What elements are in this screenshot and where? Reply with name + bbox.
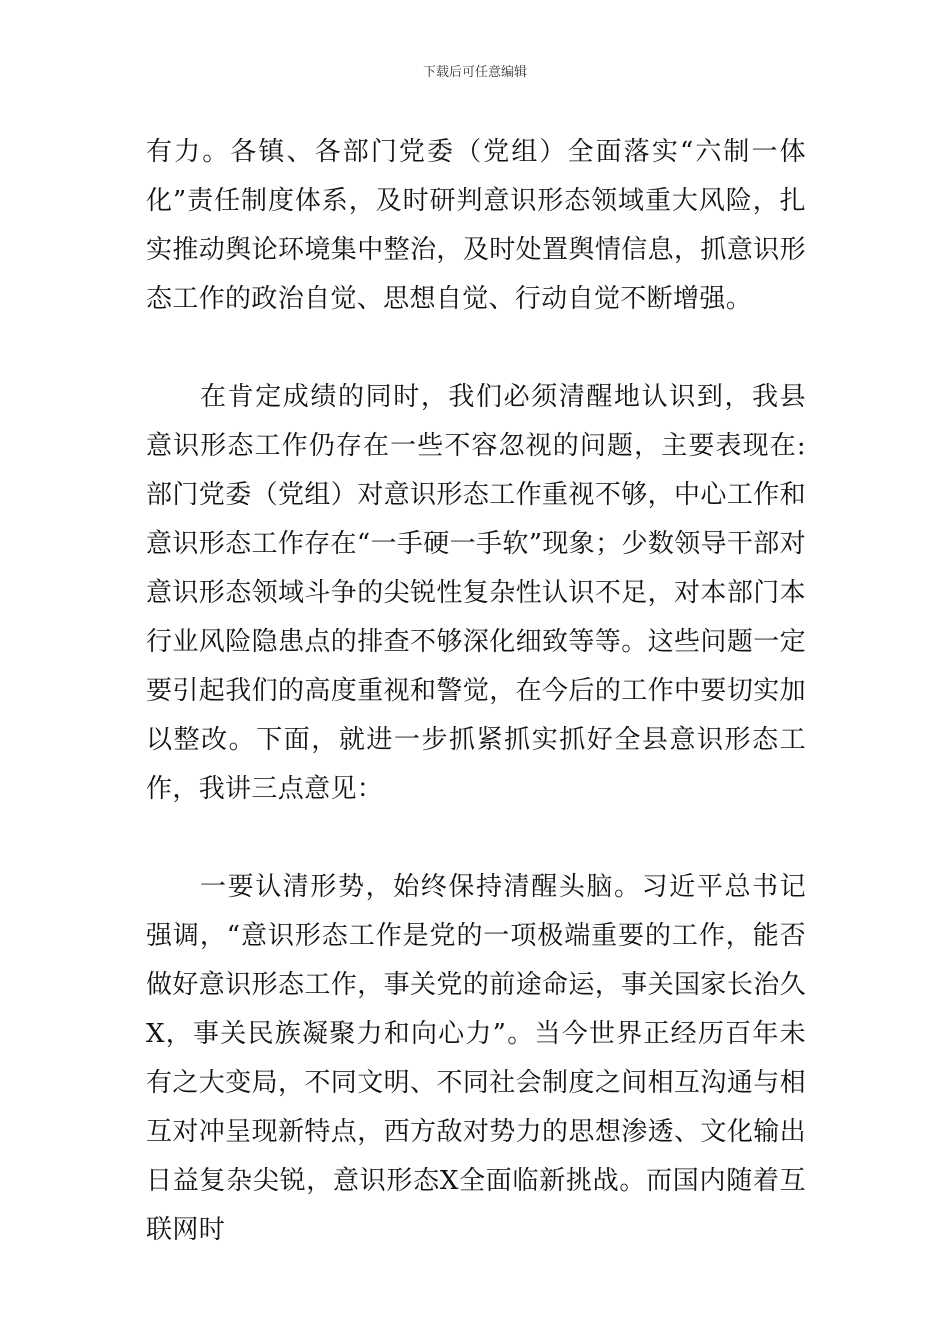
page-header: 下载后可任意编辑 xyxy=(422,65,527,80)
paragraph-point-one: 一要认清形势，始终保持清醒头脑。习近平总书记强调，“意识形态工作是党的一项极端重要的工作，能否做好意识形态工作，事关党的前途命运，事关国家长治久X，事关民族凝聚力和向心力”。当今世界正经历百年未有之大变局，不同文明、不同社会制度之间相互沟通与相互对冲呈现新特点，西方敌对势力的思想渗透、文化输出日益复杂尖锐，意识形态X全面临新挑战。而国内随着互联网时 xyxy=(146,872,806,1245)
paragraph-continuation: 有力。各镇、各部门党委（党组）全面落实“六制一体化”责任制度体系，及时研判意识形态领域重大风险，扎实推动舆论环境集中整治，及时处置舆情信息，抓意识形态工作的政治自觉、思想自觉、行动自觉不断增强。 xyxy=(146,137,806,314)
document-body xyxy=(146,128,806,1255)
paragraph-problems: 在肯定成绩的同时，我们必须清醒地认识到，我县意识形态工作仍存在一些不容忽视的问题，主要表现在:部门党委（党组）对意识形态工作重视不够，中心工作和意识形态工作存在“一手硬一手软”现象；少数领导干部对意识形态领域斗争的尖锐性复杂性认识不足，对本部门本行业风险隐患点的排查不够深化细致等等。这些问题一定要引起我们的高度重视和警觉，在今后的工作中要切实加以整改。下面，就进一步抓紧抓实抓好全县意识形态工作，我讲三点意见： xyxy=(146,382,806,804)
